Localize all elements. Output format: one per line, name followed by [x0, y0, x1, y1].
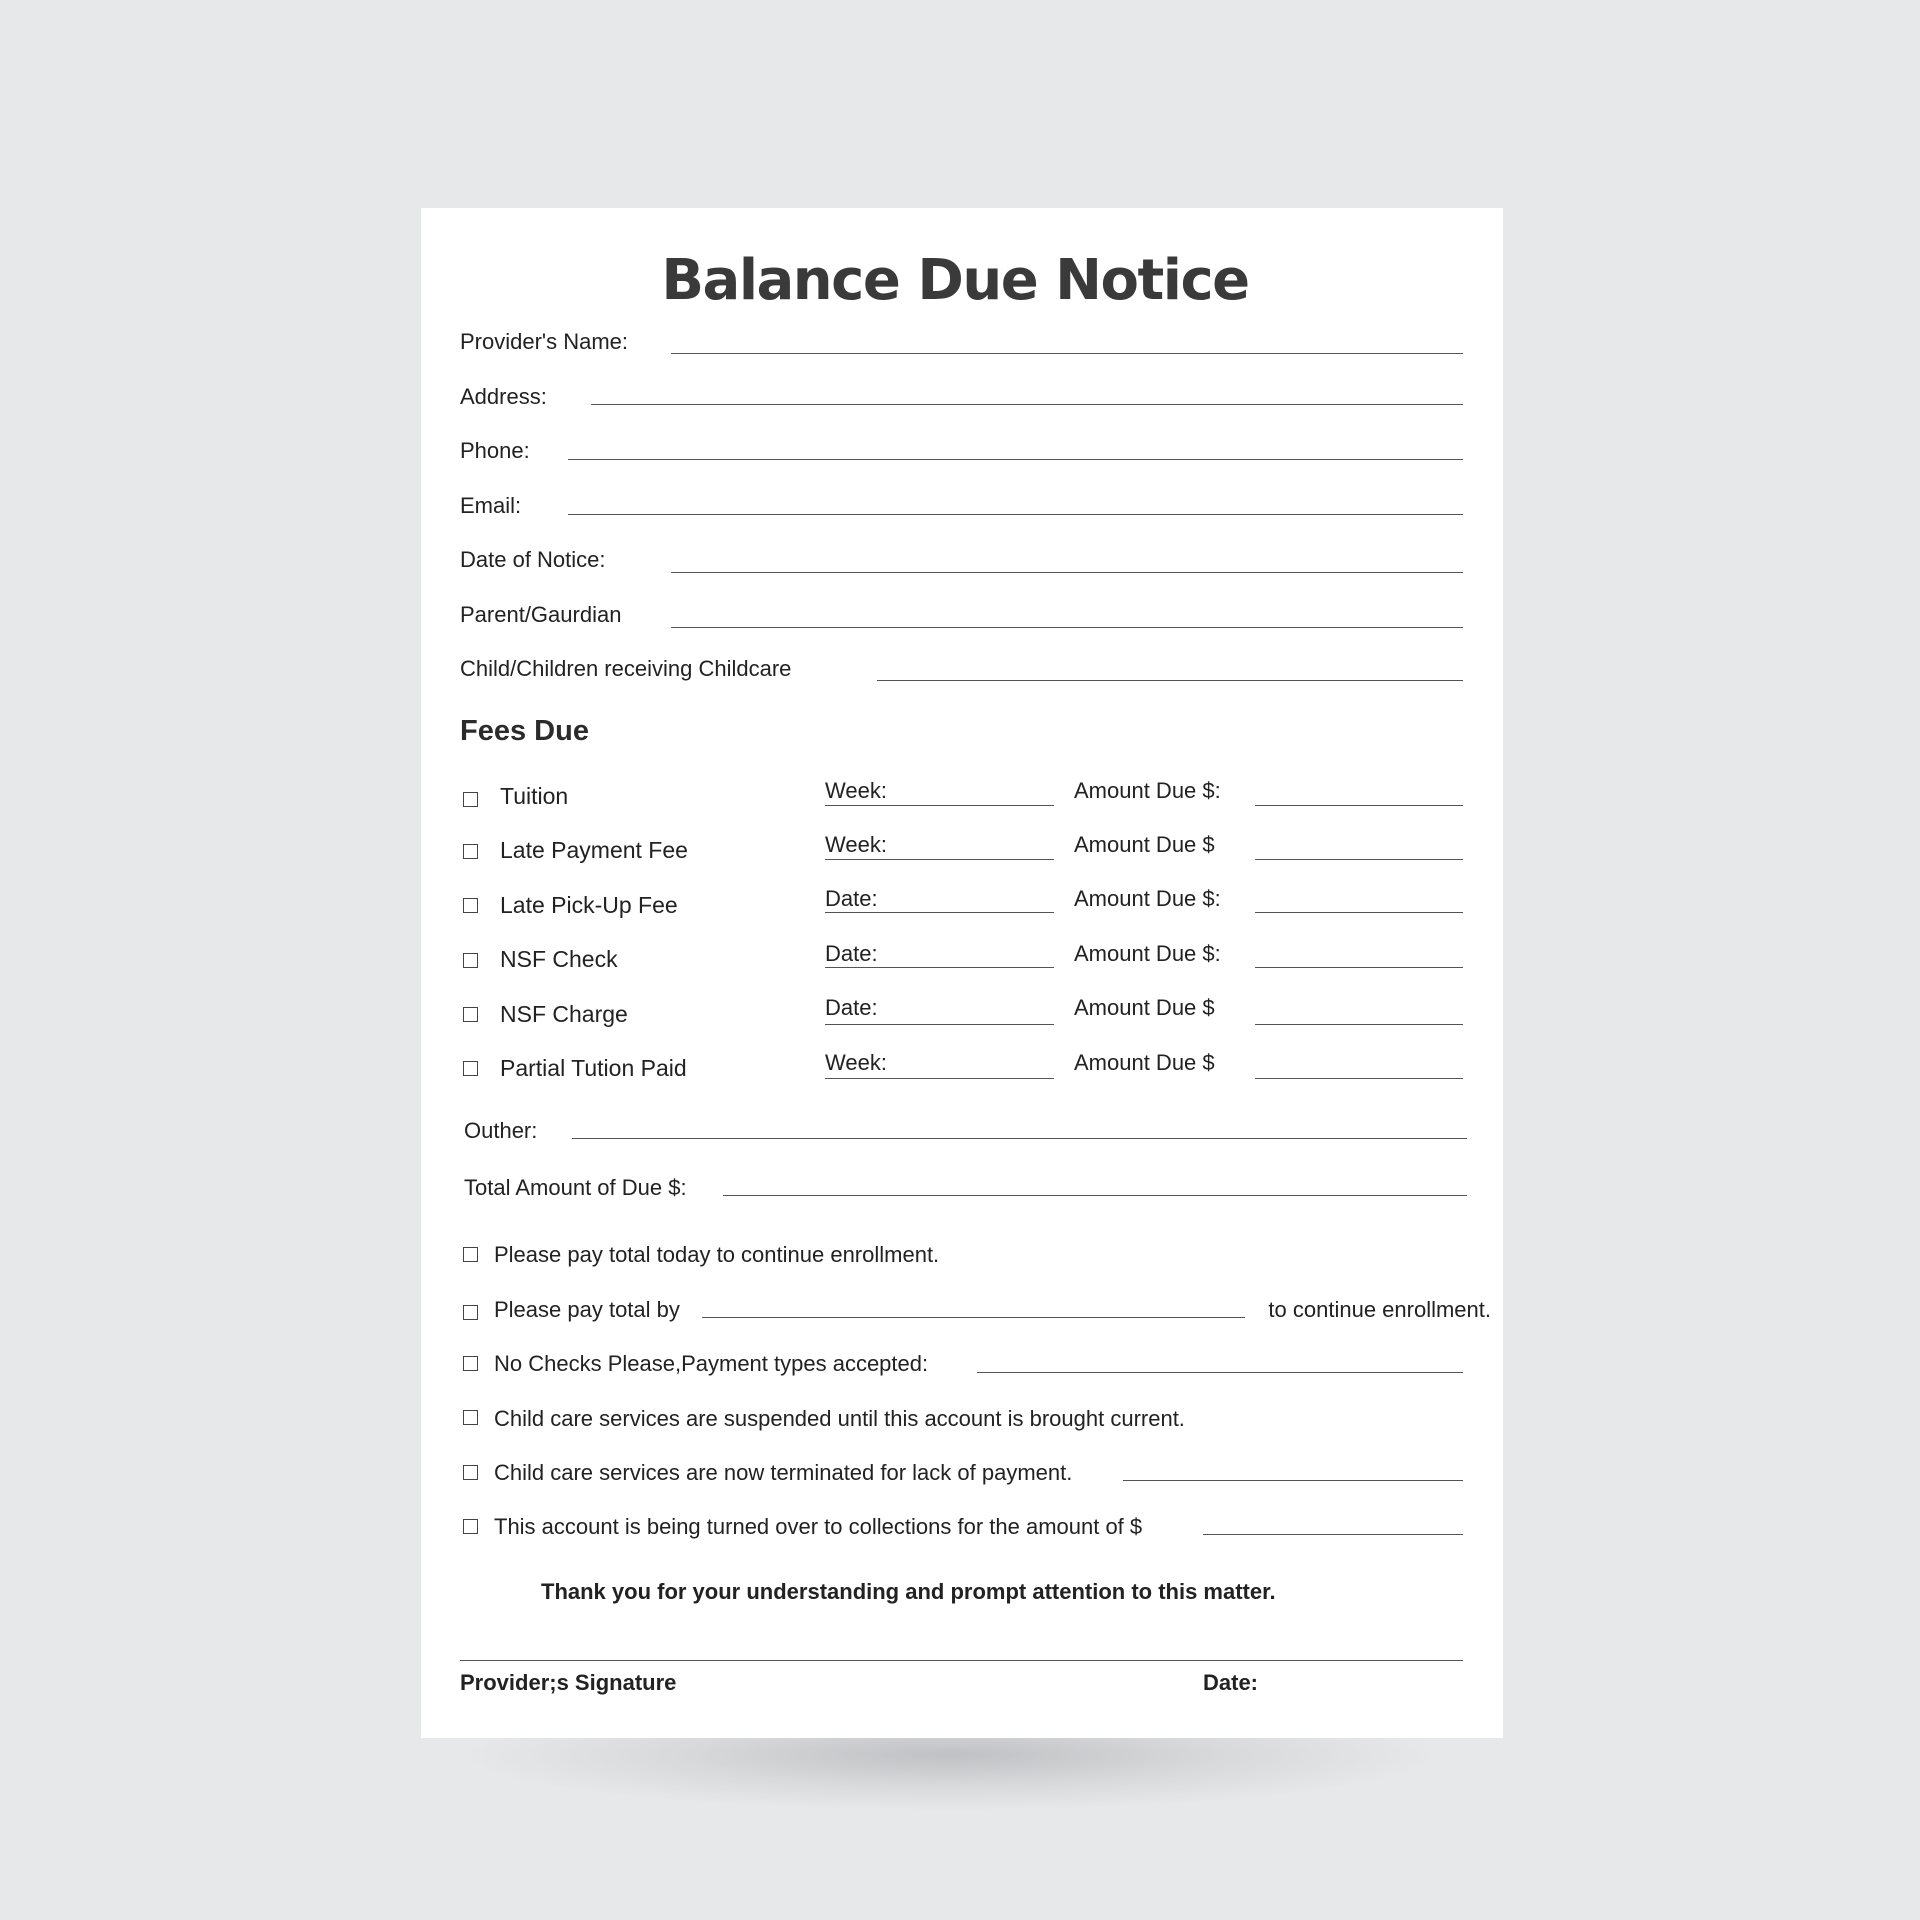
- fee-amount-label-nsf-check: Amount Due $:: [1074, 941, 1221, 966]
- total-amount-input-line[interactable]: [723, 1195, 1467, 1196]
- fee-checkbox-partial-tuition[interactable]: [463, 1061, 478, 1076]
- fee-period-line-nsf-check[interactable]: [825, 967, 1054, 968]
- form-title: Balance Due Notice: [661, 248, 1249, 313]
- collections-amount-input-line[interactable]: [1203, 1534, 1463, 1535]
- provider-signature-label: Provider;s Signature: [460, 1670, 677, 1695]
- option-checkbox-terminated[interactable]: [463, 1465, 478, 1480]
- fee-name-partial-tuition: Partial Tution Paid: [500, 1055, 687, 1081]
- option-no-checks: No Checks Please,Payment types accepted:: [494, 1351, 929, 1376]
- signature-line[interactable]: [460, 1660, 1463, 1661]
- field-label-email: Email:: [460, 493, 522, 518]
- fee-period-label-late-payment: Week:: [825, 832, 887, 857]
- phone-input-line[interactable]: [568, 459, 1463, 460]
- fee-name-late-pickup: Late Pick-Up Fee: [500, 892, 678, 918]
- email-input-line[interactable]: [568, 514, 1463, 515]
- notice-form: [421, 208, 1503, 1738]
- field-label-date-of-notice: Date of Notice:: [460, 547, 606, 572]
- field-label-address: Address:: [460, 384, 547, 409]
- fee-checkbox-nsf-charge[interactable]: [463, 1007, 478, 1022]
- option-pay-by: Please pay total by: [494, 1297, 680, 1322]
- option-suspended: Child care services are suspended until this account is brought current.: [494, 1406, 1185, 1431]
- thank-you-message: Thank you for your understanding and prompt attention to this matter.: [541, 1579, 1276, 1604]
- field-label-phone: Phone:: [460, 438, 530, 463]
- total-amount-label: Total Amount of Due $:: [464, 1175, 687, 1200]
- fee-checkbox-nsf-check[interactable]: [463, 953, 478, 968]
- pay-by-date-input-line[interactable]: [702, 1317, 1245, 1318]
- fee-name-tuition: Tuition: [500, 783, 569, 809]
- fee-amount-line-late-payment[interactable]: [1255, 859, 1463, 860]
- address-input-line[interactable]: [591, 404, 1463, 405]
- option-collections: This account is being turned over to collections for the amount of $: [494, 1514, 1143, 1539]
- field-label-parent-guardian: Parent/Gaurdian: [460, 602, 622, 627]
- fee-checkbox-late-pickup[interactable]: [463, 898, 478, 913]
- children-input-line[interactable]: [877, 680, 1463, 681]
- fee-amount-label-tuition: Amount Due $:: [1074, 778, 1221, 803]
- option-terminated: Child care services are now terminated for lack of payment.: [494, 1460, 1073, 1485]
- other-input-line[interactable]: [572, 1138, 1467, 1139]
- fee-period-label-late-pickup: Date:: [825, 886, 878, 911]
- fee-amount-label-partial-tuition: Amount Due $: [1074, 1050, 1215, 1075]
- fee-amount-line-late-pickup[interactable]: [1255, 912, 1463, 913]
- fee-amount-line-nsf-check[interactable]: [1255, 967, 1463, 968]
- fee-amount-line-partial-tuition[interactable]: [1255, 1078, 1463, 1079]
- other-label: Outher:: [464, 1118, 538, 1143]
- fee-amount-line-tuition[interactable]: [1255, 805, 1463, 806]
- option-checkbox-collections[interactable]: [463, 1519, 478, 1534]
- fee-name-nsf-charge: NSF Charge: [500, 1001, 628, 1027]
- fee-period-label-nsf-charge: Date:: [825, 995, 878, 1020]
- fee-period-label-tuition: Week:: [825, 778, 887, 803]
- option-checkbox-pay-by[interactable]: [463, 1305, 478, 1320]
- parent-guardian-input-line[interactable]: [671, 627, 1463, 628]
- option-checkbox-pay-today[interactable]: [463, 1247, 478, 1262]
- fee-name-late-payment: Late Payment Fee: [500, 837, 688, 863]
- fee-period-label-partial-tuition: Week:: [825, 1050, 887, 1075]
- option-checkbox-suspended[interactable]: [463, 1410, 478, 1425]
- fee-period-line-partial-tuition[interactable]: [825, 1078, 1054, 1079]
- field-label-children: Child/Children receiving Childcare: [460, 656, 792, 681]
- fee-checkbox-late-payment[interactable]: [463, 844, 478, 859]
- option-pay-today: Please pay total today to continue enrollment.: [494, 1242, 940, 1267]
- terminated-input-line[interactable]: [1123, 1480, 1463, 1481]
- signature-date-label: Date:: [1203, 1670, 1259, 1695]
- payment-types-input-line[interactable]: [977, 1372, 1463, 1373]
- option-checkbox-no-checks[interactable]: [463, 1356, 478, 1371]
- fee-period-label-nsf-check: Date:: [825, 941, 878, 966]
- fee-checkbox-tuition[interactable]: [463, 792, 478, 807]
- fee-name-nsf-check: NSF Check: [500, 946, 618, 972]
- provider-name-input-line[interactable]: [671, 353, 1463, 354]
- fee-period-line-late-pickup[interactable]: [825, 912, 1054, 913]
- fee-period-line-tuition[interactable]: [825, 805, 1054, 806]
- fees-due-heading: Fees Due: [460, 715, 589, 747]
- option-pay-by-suffix: to continue enrollment.: [1268, 1297, 1491, 1322]
- fee-amount-label-late-payment: Amount Due $: [1074, 832, 1215, 857]
- fee-period-line-nsf-charge[interactable]: [825, 1024, 1054, 1025]
- field-label-provider-name: Provider's Name:: [460, 329, 629, 354]
- fee-period-line-late-payment[interactable]: [825, 859, 1054, 860]
- date-of-notice-input-line[interactable]: [671, 572, 1463, 573]
- fee-amount-label-nsf-charge: Amount Due $: [1074, 995, 1215, 1020]
- fee-amount-line-nsf-charge[interactable]: [1255, 1024, 1463, 1025]
- fee-amount-label-late-pickup: Amount Due $:: [1074, 886, 1221, 911]
